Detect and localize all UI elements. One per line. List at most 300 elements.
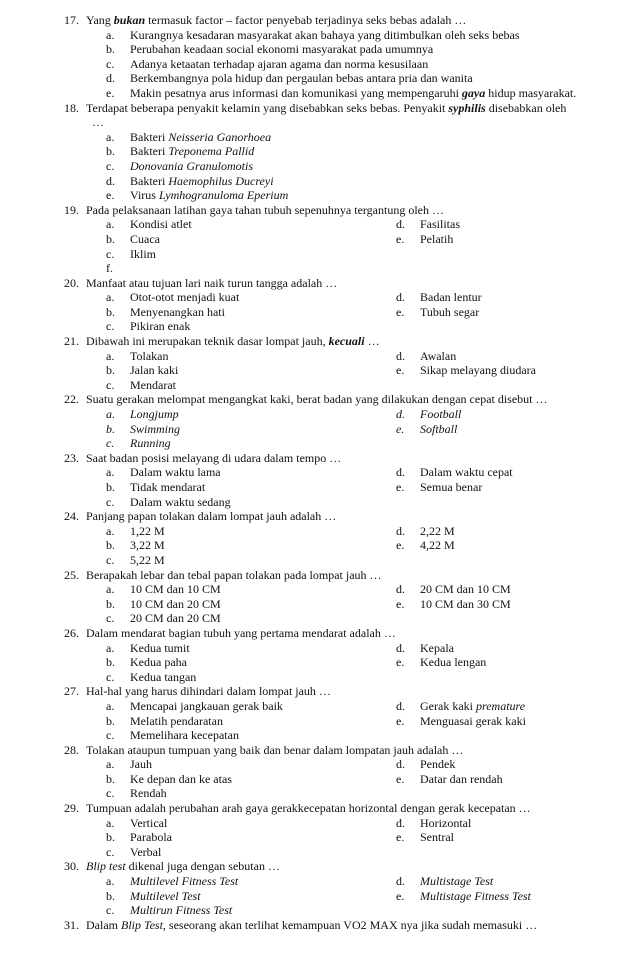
- option-letter: a.: [106, 217, 115, 232]
- option-text: [130, 42, 433, 57]
- option-text: [130, 130, 271, 145]
- question-text: [66, 276, 608, 291]
- option-text: [130, 188, 288, 203]
- text-run: Vertical: [130, 815, 168, 830]
- option-text: [420, 816, 471, 831]
- question-stem: [66, 684, 608, 699]
- option-letter: b.: [106, 538, 115, 553]
- question-item: [66, 203, 608, 276]
- option-letter: b.: [106, 231, 115, 246]
- answer-option: [106, 524, 396, 539]
- option-letter: b.: [106, 421, 115, 436]
- question-number: 18.: [64, 100, 79, 115]
- option-letter: e.: [396, 480, 405, 494]
- answer-options: [106, 465, 608, 509]
- answer-option: [396, 305, 608, 320]
- answer-option: [396, 582, 608, 597]
- answer-option: [396, 349, 608, 364]
- text-run: Dalam: [86, 917, 121, 932]
- question-item: [66, 509, 608, 567]
- question-item: [66, 451, 608, 509]
- italic-text: Multilevel Fitness Test: [130, 874, 239, 889]
- text-run: 20 CM dan 10 CM: [420, 582, 511, 597]
- option-text: [130, 305, 225, 320]
- question-item: [66, 918, 608, 933]
- answer-options: [106, 757, 608, 801]
- text-run: Hal-hal yang harus dihindari dalam lompat jauh …: [86, 684, 331, 699]
- question-number: 29.: [64, 801, 79, 816]
- option-text: [420, 655, 486, 670]
- text-run: Gerak kaki: [420, 698, 476, 713]
- answer-option: [106, 71, 608, 86]
- answer-option: [396, 641, 608, 656]
- option-text: [420, 290, 482, 305]
- option-letter: e.: [396, 596, 405, 611]
- option-text: [420, 232, 453, 247]
- question-text: [66, 568, 608, 583]
- answer-option: [396, 538, 608, 553]
- option-letter: d.: [396, 465, 405, 480]
- answer-options: [106, 349, 608, 393]
- answer-option: [396, 290, 608, 305]
- option-letter: a.: [106, 348, 115, 363]
- question-item: [66, 626, 608, 684]
- text-run: Datar dan rendah: [420, 771, 503, 786]
- text-run: Tolakan ataupun tumpuan yang baik dan benar dalam lompatan jauh adalah …: [86, 742, 464, 757]
- option-letter: e.: [396, 304, 405, 319]
- text-run: 10 CM dan 10 CM: [130, 582, 221, 597]
- text-run: 5,22 M: [130, 552, 165, 567]
- option-letter: e.: [396, 888, 405, 903]
- question-text: [66, 626, 608, 641]
- option-text: [130, 874, 238, 889]
- option-text: [130, 349, 168, 364]
- question-number: 17.: [64, 13, 79, 27]
- text-run: 2,22 M: [420, 523, 455, 538]
- option-letter: d.: [396, 698, 405, 713]
- option-text: [130, 159, 253, 174]
- answer-option: [106, 349, 396, 364]
- option-letter: c.: [106, 669, 115, 684]
- option-letter: a.: [106, 698, 115, 713]
- option-letter: f.: [106, 261, 113, 276]
- option-text: [130, 28, 520, 43]
- text-run: Parabola: [130, 830, 172, 845]
- option-letter: e.: [396, 830, 405, 845]
- answer-options: [106, 816, 608, 860]
- text-run: Rendah: [130, 786, 167, 801]
- answer-option: [396, 816, 608, 831]
- option-text: [130, 816, 167, 831]
- text-run: Virus: [130, 188, 159, 203]
- answer-option: [106, 757, 396, 772]
- text-run: Suatu gerakan melompat mengangkat kaki, berat badan yang dilakukan dengan cepat disebut …: [86, 392, 548, 407]
- question-text: [66, 334, 608, 349]
- option-text: [130, 772, 232, 787]
- text-run: Saat badan posisi melayang di udara dalam tempo …: [86, 450, 342, 465]
- option-letter: a.: [106, 129, 115, 144]
- text-run: Bakteri: [130, 144, 169, 159]
- text-run: Berkembangnya pola hidup dan pergaulan bebas antara pria dan wanita: [130, 71, 473, 86]
- question-item: [66, 801, 608, 859]
- option-letter: e.: [396, 231, 405, 246]
- question-stem: [66, 392, 608, 407]
- answer-option: [106, 903, 396, 918]
- answer-option: [106, 319, 396, 334]
- answer-option: [106, 641, 396, 656]
- text-run: Menguasai gerak kaki: [420, 713, 526, 728]
- italic-text: Multistage Fitness Test: [420, 888, 531, 903]
- option-text: [130, 889, 201, 904]
- answer-option: [106, 553, 396, 568]
- option-letter: e.: [396, 538, 405, 553]
- answer-option: [106, 28, 608, 43]
- question-item: [66, 684, 608, 742]
- option-text: [420, 597, 511, 612]
- text-run: Memelihara kecepatan: [130, 728, 239, 743]
- text-run: , seseorang akan terlihat kemampuan VO2 MAX nya jika sudah memasuki …: [162, 917, 538, 932]
- text-run: …: [364, 334, 380, 349]
- option-text: [420, 889, 531, 904]
- option-letter: a.: [106, 874, 115, 889]
- question-number: 31.: [64, 917, 79, 932]
- italic-text: Blip Test: [121, 917, 163, 932]
- italic-text: Donovania Granulomotis: [130, 158, 253, 173]
- option-letter: b.: [106, 713, 115, 728]
- italic-text: Haemophilus Ducreyi: [168, 173, 274, 188]
- text-run: 3,22 M: [130, 538, 165, 553]
- option-letter: d.: [396, 217, 405, 232]
- option-text: [130, 538, 165, 553]
- text-run: Tolakan: [130, 348, 169, 363]
- option-text: [130, 845, 161, 860]
- option-letter: c.: [106, 246, 115, 261]
- answer-option: [106, 57, 608, 72]
- question-stem: [66, 451, 608, 466]
- text-run: Kedua tumit: [130, 640, 190, 655]
- italic-text: Treponema Pallid: [168, 144, 255, 159]
- question-number: 26.: [64, 625, 79, 640]
- answer-option: [106, 159, 608, 174]
- option-letter: b.: [106, 888, 115, 903]
- text-run: Jalan kaki: [130, 363, 179, 378]
- answer-option: [396, 217, 608, 232]
- answer-option: [106, 874, 396, 889]
- answer-option: [106, 816, 396, 831]
- option-text: [420, 465, 513, 480]
- text-run: Kondisi atlet: [130, 217, 192, 232]
- answer-options: [106, 217, 608, 275]
- option-letter: d.: [106, 173, 115, 188]
- option-text: [420, 407, 461, 422]
- text-run: Kedua lengan: [420, 655, 487, 670]
- text-run: Kepala: [420, 640, 454, 655]
- option-letter: a.: [106, 757, 115, 772]
- answer-option: [106, 86, 608, 101]
- answer-option: [396, 889, 608, 904]
- option-letter: b.: [106, 304, 115, 319]
- option-text: [130, 232, 160, 247]
- option-letter: c.: [106, 728, 115, 743]
- question-stem: [66, 276, 608, 291]
- answer-option: [106, 465, 396, 480]
- option-text: [130, 363, 178, 378]
- question-item: [66, 859, 608, 917]
- text-run: Dalam waktu cepat: [420, 465, 513, 480]
- option-text: [420, 830, 454, 845]
- option-text: [130, 86, 576, 101]
- answer-option: [106, 597, 396, 612]
- text-run: Mendarat: [130, 377, 176, 392]
- option-letter: c.: [106, 319, 115, 334]
- text-run: Kedua paha: [130, 655, 187, 670]
- option-text: [130, 436, 171, 451]
- option-letter: b.: [106, 144, 115, 159]
- question-stem: [66, 203, 608, 218]
- text-run: 1,22 M: [130, 523, 165, 538]
- answer-option: [106, 611, 396, 626]
- option-text: [420, 757, 455, 772]
- option-letter: e.: [396, 363, 405, 378]
- answer-option: [106, 422, 396, 437]
- text-run: Fasilitas: [420, 217, 461, 232]
- text-run: Sentral: [420, 830, 454, 845]
- question-stem: [66, 801, 608, 816]
- answer-option: [106, 480, 396, 495]
- question-stem: [66, 334, 608, 349]
- option-letter: b.: [106, 480, 115, 494]
- answer-option: [106, 144, 608, 159]
- option-text: [130, 57, 428, 72]
- answer-option: [396, 524, 608, 539]
- option-letter: a.: [106, 815, 115, 830]
- answer-option: [106, 363, 396, 378]
- text-run: Verbal: [130, 844, 162, 859]
- question-text: [66, 13, 608, 28]
- question-item: [66, 392, 608, 450]
- emphasis-text: kecuali: [328, 334, 365, 349]
- text-run: Yang: [86, 13, 114, 27]
- option-text: [420, 524, 455, 539]
- question-number: 27.: [64, 684, 79, 699]
- option-text: [420, 641, 454, 656]
- italic-text: Longjump: [130, 407, 179, 422]
- text-run: Dalam waktu lama: [130, 465, 221, 480]
- answer-option: [396, 714, 608, 729]
- question-number: 24.: [64, 509, 79, 524]
- text-run: Perubahan keadaan social ekonomi masyarakat pada umumnya: [130, 42, 434, 57]
- answer-option: [106, 582, 396, 597]
- text-run: Pendek: [420, 757, 456, 772]
- option-text: [420, 305, 479, 320]
- answer-option: [106, 786, 396, 801]
- option-text: [420, 217, 460, 232]
- option-letter: d.: [396, 582, 405, 597]
- option-text: [130, 714, 223, 729]
- answer-options: [106, 524, 608, 568]
- option-letter: b.: [106, 42, 115, 57]
- text-run: Adanya ketaatan terhadap ajaran agama dan norma kesusilaan: [130, 56, 429, 71]
- option-text: [130, 786, 167, 801]
- text-run: termasuk factor – factor penyebab terjadinya seks bebas adalah …: [145, 13, 467, 27]
- option-letter: e.: [396, 713, 405, 728]
- answer-option: [396, 480, 608, 495]
- answer-option: [106, 495, 396, 510]
- question-number: 20.: [64, 275, 79, 290]
- option-letter: c.: [106, 552, 115, 567]
- answer-options: [106, 28, 608, 101]
- option-letter: a.: [106, 523, 115, 538]
- text-run: disebabkan oleh: [485, 100, 567, 115]
- option-text: [130, 144, 254, 159]
- answer-option: [106, 436, 396, 451]
- option-letter: e.: [396, 771, 405, 786]
- text-run: Sikap melayang diudara: [420, 363, 536, 378]
- option-text: [420, 874, 493, 889]
- text-run: Dalam mendarat bagian tubuh yang pertama mendarat adalah …: [86, 625, 396, 640]
- option-letter: e.: [106, 188, 115, 203]
- text-run: Melatih pendaratan: [130, 713, 223, 728]
- option-letter: d.: [396, 348, 405, 363]
- option-text: [420, 422, 457, 437]
- answer-option: [106, 42, 608, 57]
- italic-text: Football: [420, 407, 462, 422]
- option-letter: c.: [106, 844, 115, 859]
- option-letter: b.: [106, 771, 115, 786]
- answer-option: [396, 699, 608, 714]
- option-letter: d.: [396, 523, 405, 538]
- answer-options: [106, 874, 608, 918]
- answer-option: [106, 232, 396, 247]
- option-text: [130, 290, 239, 305]
- answer-option: [396, 757, 608, 772]
- text-run: Cuaca: [130, 231, 160, 246]
- option-letter: b.: [106, 363, 115, 378]
- option-text: [130, 757, 152, 772]
- text-run: Jauh: [130, 757, 152, 772]
- text-run: Horizontal: [420, 815, 472, 830]
- answer-options: [106, 130, 608, 203]
- text-run: Manfaat atau tujuan lari naik turun tangga adalah …: [86, 275, 338, 290]
- question-item: [66, 13, 608, 101]
- italic-text: Blip test: [86, 859, 126, 874]
- text-run: Awalan: [420, 348, 457, 363]
- text-run: 4,22 M: [420, 538, 455, 553]
- text-run: Pada pelaksanaan latihan gaya tahan tubuh sepenuhnya tergantung oleh …: [86, 202, 444, 217]
- answer-option: [106, 714, 396, 729]
- answer-options: [106, 699, 608, 743]
- option-text: [130, 217, 192, 232]
- emphasis-text: bukan: [113, 13, 146, 27]
- option-letter: d.: [396, 407, 405, 422]
- text-run: 20 CM dan 20 CM: [130, 611, 221, 626]
- text-run: Kedua tangan: [130, 669, 197, 684]
- text-run: Dibawah ini merupakan teknik dasar lompat jauh,: [86, 334, 329, 349]
- option-text: [420, 714, 526, 729]
- option-text: [130, 903, 232, 918]
- option-letter: d.: [396, 815, 405, 830]
- question-item: [66, 743, 608, 801]
- question-text: [66, 451, 608, 466]
- option-text: [130, 495, 231, 510]
- option-letter: c.: [106, 377, 115, 392]
- question-text: [66, 801, 608, 816]
- emphasis-text: gaya: [461, 85, 486, 100]
- italic-text: Neisseria Ganorhoea: [168, 129, 272, 144]
- answer-option: [106, 538, 396, 553]
- question-number: 23.: [64, 450, 79, 465]
- option-letter: d.: [106, 71, 115, 86]
- question-number: 28.: [64, 742, 79, 757]
- question-text-continued: …: [92, 115, 104, 130]
- option-text: [130, 71, 473, 86]
- answer-option: [106, 889, 396, 904]
- answer-options: [106, 582, 608, 626]
- answer-option: [396, 232, 608, 247]
- italic-text: Multirun Fitness Test: [130, 903, 233, 918]
- text-run: Tubuh segar: [420, 304, 480, 319]
- question-text: [66, 918, 608, 933]
- question-stem: [66, 101, 608, 116]
- option-text: [420, 349, 456, 364]
- question-number: 25.: [64, 567, 79, 582]
- option-letter: d.: [396, 874, 405, 889]
- option-text: [130, 378, 176, 393]
- option-text: [420, 772, 503, 787]
- italic-text: Swimming: [130, 421, 181, 436]
- question-text: [66, 509, 608, 524]
- question-item: [66, 334, 608, 392]
- option-letter: b.: [106, 596, 115, 611]
- question-stem: [66, 568, 608, 583]
- option-text: [130, 670, 196, 685]
- question-number: 19.: [64, 202, 79, 217]
- option-text: [130, 319, 190, 334]
- option-text: [130, 407, 179, 422]
- question-stem: [66, 626, 608, 641]
- option-letter: c.: [106, 786, 115, 801]
- answer-option: [106, 217, 396, 232]
- text-run: Terdapat beberapa penyakit kelamin yang disebabkan seks bebas. Penyakit: [86, 100, 449, 115]
- option-text: [130, 728, 239, 743]
- text-run: Badan lentur: [420, 290, 482, 305]
- italic-text: Softball: [420, 421, 458, 436]
- answer-option: [106, 188, 608, 203]
- text-run: Semua benar: [420, 480, 483, 494]
- option-text: [130, 422, 180, 437]
- answer-option: [106, 655, 396, 670]
- option-text: [420, 363, 536, 378]
- text-run: Mencapai jangkauan gerak baik: [130, 698, 283, 713]
- option-text: [130, 553, 165, 568]
- option-text: [130, 830, 172, 845]
- italic-text: Multilevel Test: [130, 888, 201, 903]
- question-number: 22.: [64, 392, 79, 407]
- option-text: [130, 582, 221, 597]
- option-letter: e.: [106, 85, 115, 100]
- empty-cell: [396, 247, 608, 262]
- question-stem: [66, 918, 608, 933]
- question-text: [66, 392, 608, 407]
- text-run: Kurangnya kesadaran masyarakat akan bahaya yang ditimbulkan oleh seks bebas: [130, 27, 520, 42]
- question-stem: [66, 859, 608, 874]
- question-number: 30.: [64, 859, 79, 874]
- option-text: [420, 480, 482, 495]
- question-number: 21.: [64, 334, 79, 349]
- option-letter: b.: [106, 655, 115, 670]
- option-letter: c.: [106, 436, 115, 451]
- answer-option: [396, 465, 608, 480]
